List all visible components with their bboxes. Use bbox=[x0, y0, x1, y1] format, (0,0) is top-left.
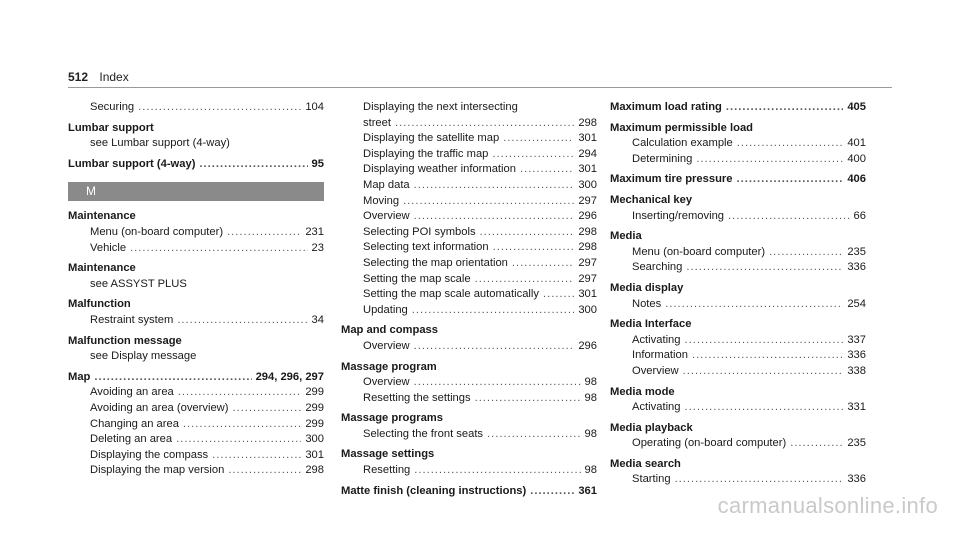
index-heading bbox=[341, 323, 597, 339]
entry-text: Maximum tire pressure bbox=[610, 173, 733, 186]
index-subentry[interactable] bbox=[341, 463, 597, 479]
entry-text: Menu (on-board computer) bbox=[632, 245, 766, 258]
page-reference[interactable]: 104 bbox=[305, 101, 324, 113]
index-heading[interactable] bbox=[610, 100, 866, 116]
index-subentry[interactable] bbox=[610, 152, 866, 168]
index-subentry[interactable] bbox=[68, 401, 324, 417]
index-subentry[interactable] bbox=[610, 472, 866, 488]
entry-text: Media Interface bbox=[610, 318, 692, 331]
index-subentry[interactable] bbox=[341, 256, 597, 272]
entry-text: Map data bbox=[363, 178, 410, 191]
leader-dots bbox=[696, 152, 843, 168]
entry-text: street bbox=[363, 116, 391, 129]
entry-text: Overview bbox=[632, 364, 679, 377]
entry-text: Massage settings bbox=[341, 448, 435, 461]
index-subentry[interactable] bbox=[68, 385, 324, 401]
page-reference[interactable]: 298 bbox=[578, 241, 597, 254]
entry-text: Mechanical key bbox=[610, 193, 693, 206]
index-subentry[interactable] bbox=[68, 463, 324, 479]
index-subentry[interactable] bbox=[610, 364, 866, 380]
page-reference[interactable]: 336 bbox=[847, 473, 866, 486]
entry-text: Malfunction message bbox=[68, 334, 182, 347]
leader-dots bbox=[520, 162, 574, 178]
page-reference[interactable]: 301 bbox=[578, 288, 597, 301]
entry-text: Selecting POI symbols bbox=[363, 225, 476, 238]
entry-text: Media display bbox=[610, 281, 684, 294]
leader-dots bbox=[737, 172, 844, 188]
page-reference[interactable]: 298 bbox=[578, 225, 597, 238]
index-subentry[interactable] bbox=[341, 287, 597, 303]
page-reference[interactable]: 23 bbox=[311, 241, 324, 254]
page-number: 512 bbox=[68, 70, 89, 84]
leader-dots bbox=[414, 178, 575, 194]
page-reference[interactable]: 336 bbox=[847, 261, 866, 274]
entry-text: Media playback bbox=[610, 421, 693, 434]
page-reference[interactable]: 98 bbox=[584, 376, 597, 389]
index-subentry[interactable] bbox=[341, 303, 597, 319]
index-group bbox=[610, 100, 866, 488]
leader-dots bbox=[543, 287, 574, 303]
index-heading[interactable] bbox=[341, 484, 597, 500]
index-heading bbox=[610, 457, 866, 473]
page-reference[interactable]: 294, 296, 297 bbox=[255, 370, 324, 383]
leader-dots bbox=[414, 375, 581, 391]
index-subentry[interactable] bbox=[610, 260, 866, 276]
index-subentry[interactable] bbox=[341, 131, 597, 147]
page-reference[interactable]: 400 bbox=[847, 152, 866, 165]
page-reference[interactable]: 300 bbox=[305, 433, 324, 446]
leader-dots bbox=[512, 256, 574, 272]
entry-text: Restraint system bbox=[90, 313, 174, 326]
page-reference[interactable]: 401 bbox=[847, 137, 866, 150]
entry-text: Matte finish (cleaning instructions) bbox=[341, 484, 527, 497]
entry-text: Malfunction bbox=[68, 298, 131, 311]
index-subentry[interactable] bbox=[610, 400, 866, 416]
leader-dots bbox=[686, 260, 843, 276]
leader-dots bbox=[530, 484, 574, 500]
page-reference[interactable]: 405 bbox=[847, 101, 866, 113]
index-subentry[interactable] bbox=[341, 178, 597, 194]
watermark: carmanualsonline.info bbox=[717, 493, 938, 518]
leader-dots bbox=[475, 391, 581, 407]
leader-dots bbox=[493, 240, 575, 256]
entry-text: Displaying the traffic map bbox=[363, 147, 489, 160]
index-heading bbox=[68, 261, 324, 277]
leader-dots bbox=[675, 472, 844, 488]
index-column-2 bbox=[341, 100, 597, 499]
leader-dots bbox=[412, 303, 575, 319]
page-reference[interactable]: 299 bbox=[305, 401, 324, 414]
index-heading bbox=[68, 297, 324, 313]
entry-text: Map and compass bbox=[341, 324, 438, 337]
index-heading bbox=[610, 281, 866, 297]
index-heading bbox=[610, 421, 866, 437]
index-subentry bbox=[68, 136, 324, 152]
leader-dots bbox=[685, 400, 844, 416]
index-subentry[interactable] bbox=[610, 245, 866, 261]
index-group-top bbox=[68, 100, 324, 172]
page-reference[interactable]: 300 bbox=[578, 303, 597, 316]
index-subentry[interactable] bbox=[610, 333, 866, 349]
page-reference[interactable]: 337 bbox=[847, 333, 866, 346]
index-subentry[interactable] bbox=[341, 375, 597, 391]
index-heading bbox=[68, 121, 324, 137]
leader-dots bbox=[683, 364, 844, 380]
leader-dots bbox=[414, 339, 575, 355]
index-subentry[interactable] bbox=[341, 225, 597, 241]
entry-text: see Lumbar support (4-way) bbox=[90, 137, 230, 150]
index-subentry[interactable] bbox=[610, 136, 866, 152]
entry-text: see Display message bbox=[90, 350, 197, 363]
page-reference[interactable]: 98 bbox=[584, 464, 597, 477]
header-rule bbox=[68, 87, 892, 88]
index-heading bbox=[341, 447, 597, 463]
index-subentry[interactable] bbox=[68, 225, 324, 241]
entry-text: Avoiding an area (overview) bbox=[90, 401, 229, 414]
index-subentry[interactable] bbox=[341, 116, 597, 132]
page-reference[interactable]: 34 bbox=[311, 313, 324, 326]
entry-text: Updating bbox=[363, 303, 408, 316]
leader-dots bbox=[176, 432, 301, 448]
index-heading bbox=[341, 360, 597, 376]
entry-text: Massage program bbox=[341, 360, 437, 373]
index-heading bbox=[610, 385, 866, 401]
entry-text: Calculation example bbox=[632, 137, 733, 150]
leader-dots bbox=[665, 297, 843, 313]
entry-text: Activating bbox=[632, 333, 681, 346]
leader-dots bbox=[769, 245, 843, 261]
index-subentry[interactable] bbox=[341, 391, 597, 407]
leader-dots bbox=[199, 157, 307, 173]
leader-dots bbox=[726, 100, 843, 116]
index-subentry[interactable] bbox=[341, 240, 597, 256]
page-reference[interactable]: 301 bbox=[578, 132, 597, 145]
entry-text: see ASSYST PLUS bbox=[90, 277, 187, 290]
entry-text: Selecting the front seats bbox=[363, 427, 484, 440]
leader-dots bbox=[475, 272, 575, 288]
entry-text: Resetting the settings bbox=[363, 391, 471, 404]
index-subentry[interactable] bbox=[68, 448, 324, 464]
index-subentry[interactable] bbox=[610, 436, 866, 452]
entry-text: Overview bbox=[363, 339, 410, 352]
leader-dots bbox=[178, 385, 302, 401]
page-reference[interactable]: 301 bbox=[305, 448, 324, 461]
entry-text: Map bbox=[68, 370, 91, 383]
page-reference[interactable]: 296 bbox=[578, 210, 597, 223]
index-subentry[interactable] bbox=[68, 241, 324, 257]
leader-dots bbox=[692, 348, 843, 364]
entry-text: Searching bbox=[632, 261, 683, 274]
index-subentry bbox=[68, 349, 324, 365]
page-reference[interactable]: 294 bbox=[578, 147, 597, 160]
page-header-title: Index bbox=[99, 70, 129, 84]
leader-dots bbox=[414, 463, 580, 479]
entry-text: Selecting text information bbox=[363, 241, 489, 254]
leader-dots bbox=[212, 448, 301, 464]
entry-text: Avoiding an area bbox=[90, 386, 174, 399]
leader-dots bbox=[177, 313, 307, 329]
page-reference[interactable]: 336 bbox=[847, 349, 866, 362]
leader-dots bbox=[395, 116, 574, 132]
entry-text: Maximum load rating bbox=[610, 101, 722, 113]
page-reference[interactable]: 300 bbox=[578, 178, 597, 191]
entry-text: Resetting bbox=[363, 464, 411, 477]
leader-dots bbox=[130, 241, 307, 257]
page-reference[interactable]: 235 bbox=[847, 437, 866, 450]
entry-text: Starting bbox=[632, 473, 671, 486]
entry-text: Displaying the map version bbox=[90, 464, 225, 477]
page-reference[interactable]: 361 bbox=[578, 484, 597, 497]
leader-dots bbox=[790, 436, 843, 452]
index-heading bbox=[610, 193, 866, 209]
leader-dots bbox=[487, 427, 581, 443]
entry-text: Inserting/removing bbox=[632, 209, 725, 222]
index-subentry[interactable] bbox=[341, 194, 597, 210]
entry-text: Determining bbox=[632, 152, 693, 165]
leader-dots bbox=[94, 370, 251, 386]
page-reference[interactable]: 66 bbox=[853, 209, 866, 222]
entry-text: Moving bbox=[363, 194, 400, 207]
entry-text: Securing bbox=[90, 101, 135, 113]
entry-text: Notes bbox=[632, 297, 662, 310]
page-reference[interactable]: 406 bbox=[847, 173, 866, 186]
page-reference[interactable]: 338 bbox=[847, 364, 866, 377]
index-subentry[interactable] bbox=[68, 417, 324, 433]
entry-text: Displaying the compass bbox=[90, 448, 209, 461]
index-subentry[interactable] bbox=[341, 209, 597, 225]
page-reference[interactable]: 301 bbox=[578, 163, 597, 176]
entry-text: Overview bbox=[363, 376, 410, 389]
index-group bbox=[341, 100, 597, 499]
entry-text: Setting the map scale bbox=[363, 272, 471, 285]
index-subentry[interactable] bbox=[341, 272, 597, 288]
leader-dots bbox=[228, 463, 301, 479]
entry-text: Changing an area bbox=[90, 417, 179, 430]
leader-dots bbox=[728, 209, 850, 225]
page-reference[interactable]: 254 bbox=[847, 297, 866, 310]
entry-text: Maintenance bbox=[68, 210, 136, 223]
index-group-bottom bbox=[68, 209, 324, 479]
page-reference[interactable]: 297 bbox=[578, 194, 597, 207]
entry-text: Operating (on-board computer) bbox=[632, 437, 787, 450]
entry-text: Displaying the next intersecting bbox=[363, 101, 518, 113]
entry-text: Massage programs bbox=[341, 412, 443, 425]
page-reference[interactable]: 297 bbox=[578, 256, 597, 269]
leader-dots bbox=[227, 225, 301, 241]
page-reference[interactable]: 298 bbox=[305, 464, 324, 477]
page-reference[interactable]: 98 bbox=[584, 427, 597, 440]
entry-text: Media mode bbox=[610, 385, 675, 398]
index-subentry[interactable] bbox=[341, 162, 597, 178]
page-reference[interactable]: 95 bbox=[311, 157, 324, 170]
leader-dots bbox=[480, 225, 575, 241]
index-subentry[interactable] bbox=[610, 297, 866, 313]
entry-text: Deleting an area bbox=[90, 433, 173, 446]
entry-text: Media bbox=[610, 230, 642, 243]
entry-text: Maximum permissible load bbox=[610, 121, 753, 134]
page-reference[interactable]: 235 bbox=[847, 245, 866, 258]
index-heading[interactable] bbox=[68, 370, 324, 386]
section-header-m: M bbox=[68, 182, 324, 201]
entry-text: Displaying weather information bbox=[363, 163, 516, 176]
index-heading bbox=[610, 121, 866, 137]
entry-text: Lumbar support bbox=[68, 121, 154, 134]
leader-dots bbox=[503, 131, 574, 147]
index-heading bbox=[68, 209, 324, 225]
page-reference[interactable]: 98 bbox=[584, 391, 597, 404]
index-subentry[interactable] bbox=[68, 100, 324, 116]
entry-text: Activating bbox=[632, 401, 681, 414]
page-header bbox=[68, 70, 129, 84]
index-heading bbox=[68, 334, 324, 350]
index-column-3 bbox=[610, 100, 866, 488]
entry-text: Information bbox=[632, 349, 688, 362]
leader-dots bbox=[492, 147, 574, 163]
page-reference[interactable]: 299 bbox=[305, 386, 324, 399]
index-subentry[interactable] bbox=[68, 313, 324, 329]
entry-text: Displaying the satellite map bbox=[363, 132, 500, 145]
index-heading[interactable] bbox=[610, 172, 866, 188]
leader-dots bbox=[414, 209, 575, 225]
index-heading[interactable] bbox=[68, 157, 324, 173]
leader-dots bbox=[737, 136, 844, 152]
entry-text: Media search bbox=[610, 457, 681, 470]
index-subentry[interactable] bbox=[341, 339, 597, 355]
entry-text: Maintenance bbox=[68, 262, 136, 275]
leader-dots bbox=[232, 401, 301, 417]
entry-text: Overview bbox=[363, 210, 410, 223]
index-subentry bbox=[341, 100, 597, 116]
entry-text: Setting the map scale automatically bbox=[363, 288, 539, 301]
index-subentry[interactable] bbox=[341, 427, 597, 443]
index-subentry bbox=[68, 277, 324, 293]
page-reference[interactable]: 231 bbox=[305, 225, 324, 238]
entry-text: Selecting the map orientation bbox=[363, 256, 508, 269]
entry-text: Menu (on-board computer) bbox=[90, 225, 224, 238]
index-heading bbox=[610, 317, 866, 333]
index-column-1 bbox=[68, 100, 324, 479]
entry-text: Vehicle bbox=[90, 241, 127, 254]
index-subentry[interactable] bbox=[341, 147, 597, 163]
leader-dots bbox=[403, 194, 574, 210]
leader-dots bbox=[685, 333, 844, 349]
index-subentry[interactable] bbox=[610, 348, 866, 364]
page-reference[interactable]: 297 bbox=[578, 272, 597, 285]
page-reference[interactable]: 298 bbox=[578, 116, 597, 129]
page-reference[interactable]: 331 bbox=[847, 401, 866, 414]
index-subentry[interactable] bbox=[68, 432, 324, 448]
index-subentry[interactable] bbox=[610, 209, 866, 225]
page-reference[interactable]: 296 bbox=[578, 339, 597, 352]
page-reference[interactable]: 299 bbox=[305, 417, 324, 430]
index-heading bbox=[610, 229, 866, 245]
entry-text: Lumbar support (4-way) bbox=[68, 157, 196, 170]
index-heading bbox=[341, 411, 597, 427]
leader-dots bbox=[138, 100, 301, 116]
leader-dots bbox=[183, 417, 301, 433]
